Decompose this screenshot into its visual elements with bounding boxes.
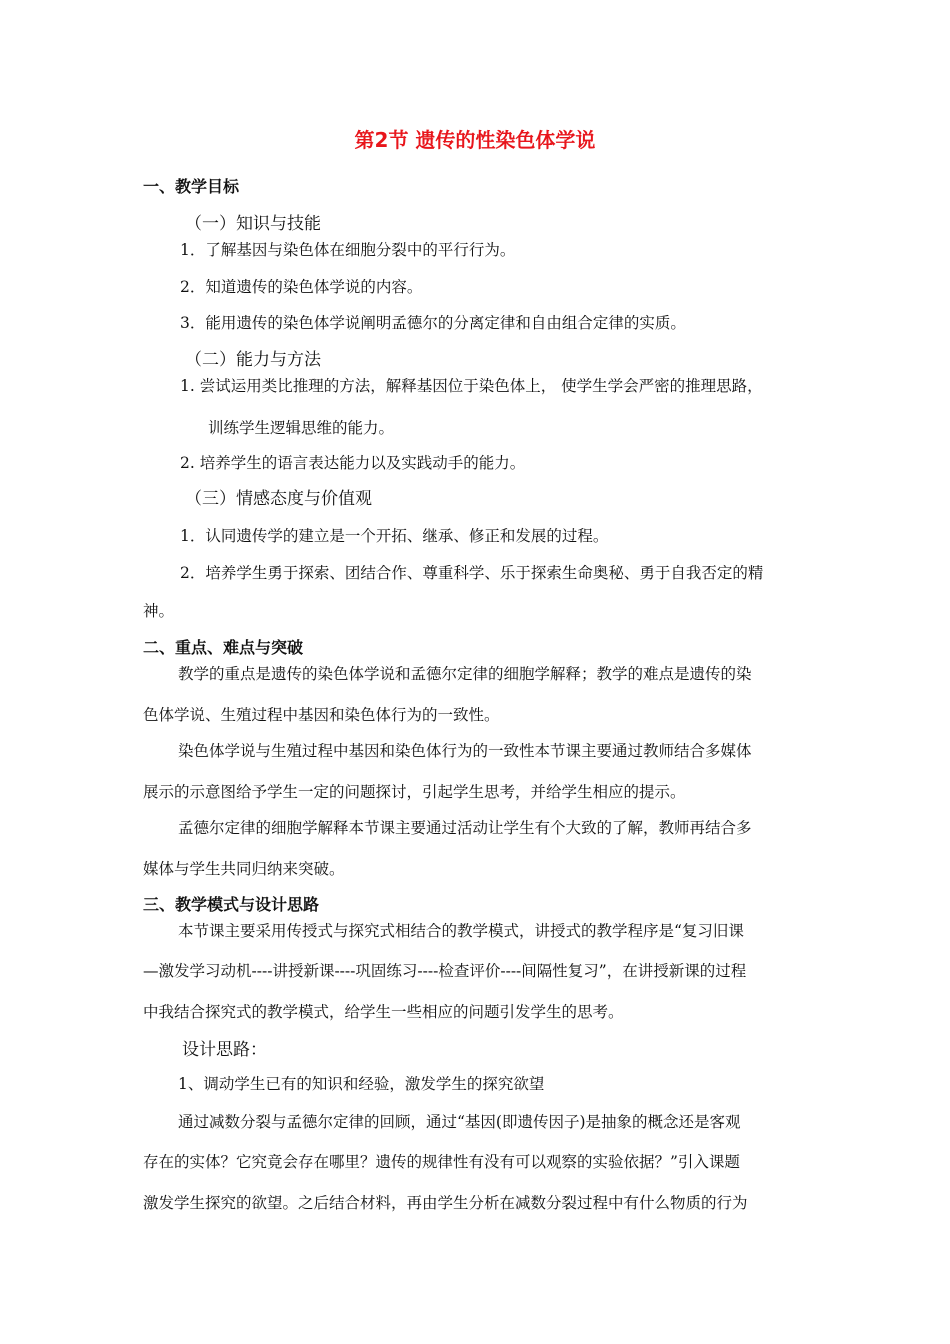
paragraph-line: 通过减数分裂与孟德尔定律的回顾，通过“基因(即遗传因子)是抽象的概念还是客观 — [178, 1113, 741, 1131]
list-item: 2．培养学生勇于探索、团结合作、尊重科学、乐于探索生命奥秘、勇于自我否定的精 — [180, 564, 764, 582]
paragraph-line: 激发学生探究的欲望。之后结合材料，再由学生分析在减数分裂过程中有什么物质的行为 — [143, 1194, 748, 1212]
paragraph-line: 色体学说、生殖过程中基因和染色体行为的一致性。 — [143, 706, 500, 724]
paragraph-line: 媒体与学生共同归纳来突破。 — [143, 860, 345, 878]
paragraph-line: 孟德尔定律的细胞学解释本节课主要通过活动让学生有个大致的了解，教师再结合多 — [178, 819, 752, 837]
paragraph-line: 展示的示意图给予学生一定的问题探讨，引起学生思考，并给学生相应的提示。 — [143, 783, 686, 801]
paragraph-line: 中我结合探究式的教学模式，给学生一些相应的问题引发学生的思考。 — [143, 1003, 624, 1021]
paragraph-line: 教学的重点是遗传的染色体学说和孟德尔定律的细胞学解释；教学的难点是遗传的染 — [178, 665, 752, 683]
paragraph-line: 染色体学说与生殖过程中基因和染色体行为的一致性本节课主要通过教师结合多媒体 — [178, 742, 752, 760]
list-item: 1．认同遗传学的建立是一个开拓、继承、修正和发展的过程。 — [180, 527, 609, 545]
list-item: 2．知道遗传的染色体学说的内容。 — [180, 278, 423, 296]
design-heading: 设计思路： — [182, 1040, 267, 1060]
list-item-continuation: 训练学生逻辑思维的能力。 — [208, 419, 395, 437]
list-item: 1．了解基因与染色体在细胞分裂中的平行行为。 — [180, 241, 516, 259]
subheading-attitude: （三）情感态度与价值观 — [185, 489, 372, 509]
subheading-ability: （二）能力与方法 — [185, 350, 321, 370]
list-item-continuation: 神。 — [143, 602, 175, 620]
design-point: 1、调动学生已有的知识和经验，激发学生的探究欲望 — [178, 1075, 545, 1093]
paragraph-line: —激发学习动机----讲授新课----巩固练习----检查评价----间隔性复习”，在讲授新课的过程 — [143, 962, 747, 980]
section-heading-teaching-mode: 三、教学模式与设计思路 — [143, 895, 320, 914]
subheading-knowledge: （一）知识与技能 — [185, 214, 321, 234]
list-item: 2. 培养学生的语言表达能力以及实践动手的能力。 — [180, 454, 526, 472]
list-item: 1. 尝试运用类比推理的方法，解释基因位于染色体上， 使学生学会严密的推理思路， — [180, 377, 763, 395]
paragraph-line: 本节课主要采用传授式与探究式相结合的教学模式，讲授式的教学程序是“复习旧课 — [178, 922, 744, 940]
paragraph-line: 存在的实体？它究竟会存在哪里？遗传的规律性有没有可以观察的实验依据？”引入课题 — [143, 1153, 740, 1171]
section-heading-keypoints: 二、重点、难点与突破 — [143, 638, 304, 657]
page-title: 第2节 遗传的性染色体学说 — [354, 128, 596, 152]
list-item: 3．能用遗传的染色体学说阐明孟德尔的分离定律和自由组合定律的实质。 — [180, 314, 686, 332]
section-heading-objectives: 一、教学目标 — [143, 177, 240, 196]
